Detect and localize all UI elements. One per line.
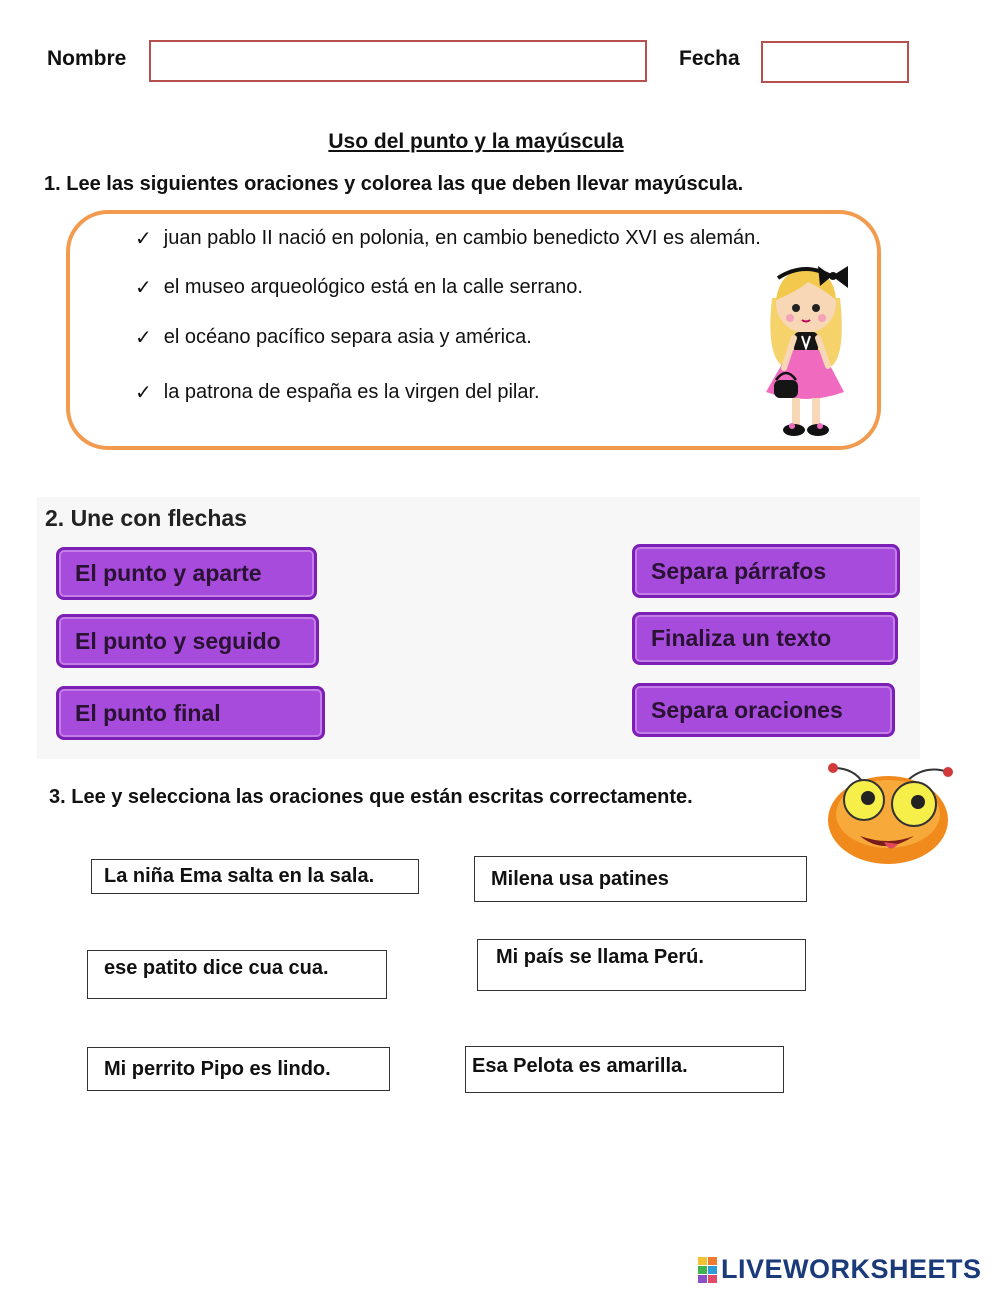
sentence-text: la patrona de españa es la virgen del pilar.	[163, 380, 540, 403]
sentence-text: juan pablo II nació en polonia, en cambio benedicto XVI es alemán.	[163, 226, 761, 249]
date-label: Fecha	[679, 47, 740, 70]
question-1: 1. Lee las siguientes oraciones y colorea las que deben llevar mayúscula.	[44, 173, 744, 195]
list-item[interactable]	[135, 325, 532, 349]
sentence-text: el océano pacífico separa asia y américa.	[163, 325, 532, 348]
list-item[interactable]	[135, 275, 583, 299]
girl-illustration	[756, 258, 856, 440]
list-item[interactable]	[135, 226, 761, 250]
option-6[interactable]: Esa Pelota es amarilla.	[465, 1046, 784, 1093]
logo-icon	[698, 1257, 717, 1283]
match-left-1[interactable]: El punto y aparte	[56, 547, 317, 600]
date-field[interactable]	[761, 41, 909, 83]
check-icon: ✓	[135, 325, 152, 349]
name-label: Nombre	[47, 47, 127, 70]
bug-emoji-illustration	[824, 758, 956, 866]
check-icon: ✓	[135, 226, 152, 250]
sentence-text: el museo arqueológico está en la calle serrano.	[163, 275, 583, 298]
question-2: 2. Une con flechas	[45, 505, 247, 531]
check-icon: ✓	[135, 380, 152, 404]
option-5[interactable]: Mi perrito Pipo es lindo.	[87, 1047, 390, 1091]
match-left-2[interactable]: El punto y seguido	[56, 614, 319, 668]
match-right-2[interactable]: Finaliza un texto	[632, 612, 898, 665]
page-title: Uso del punto y la mayúscula	[328, 130, 624, 153]
option-1[interactable]: La niña Ema salta en la sala.	[91, 859, 419, 894]
check-icon: ✓	[135, 275, 152, 299]
name-field[interactable]	[149, 40, 647, 82]
match-left-3[interactable]: El punto final	[56, 686, 325, 740]
option-4[interactable]: Mi país se llama Perú.	[477, 939, 806, 991]
list-item[interactable]	[135, 380, 540, 404]
brand-text: LIVEWORKSHEETS	[721, 1254, 982, 1284]
match-right-1[interactable]: Separa párrafos	[632, 544, 900, 598]
match-right-3[interactable]: Separa oraciones	[632, 683, 895, 737]
option-3[interactable]: ese patito dice cua cua.	[87, 950, 387, 999]
liveworksheets-logo	[698, 1254, 982, 1285]
option-2[interactable]: Milena usa patines	[474, 856, 807, 902]
question-3: 3. Lee y selecciona las oraciones que están escritas correctamente.	[49, 786, 693, 808]
